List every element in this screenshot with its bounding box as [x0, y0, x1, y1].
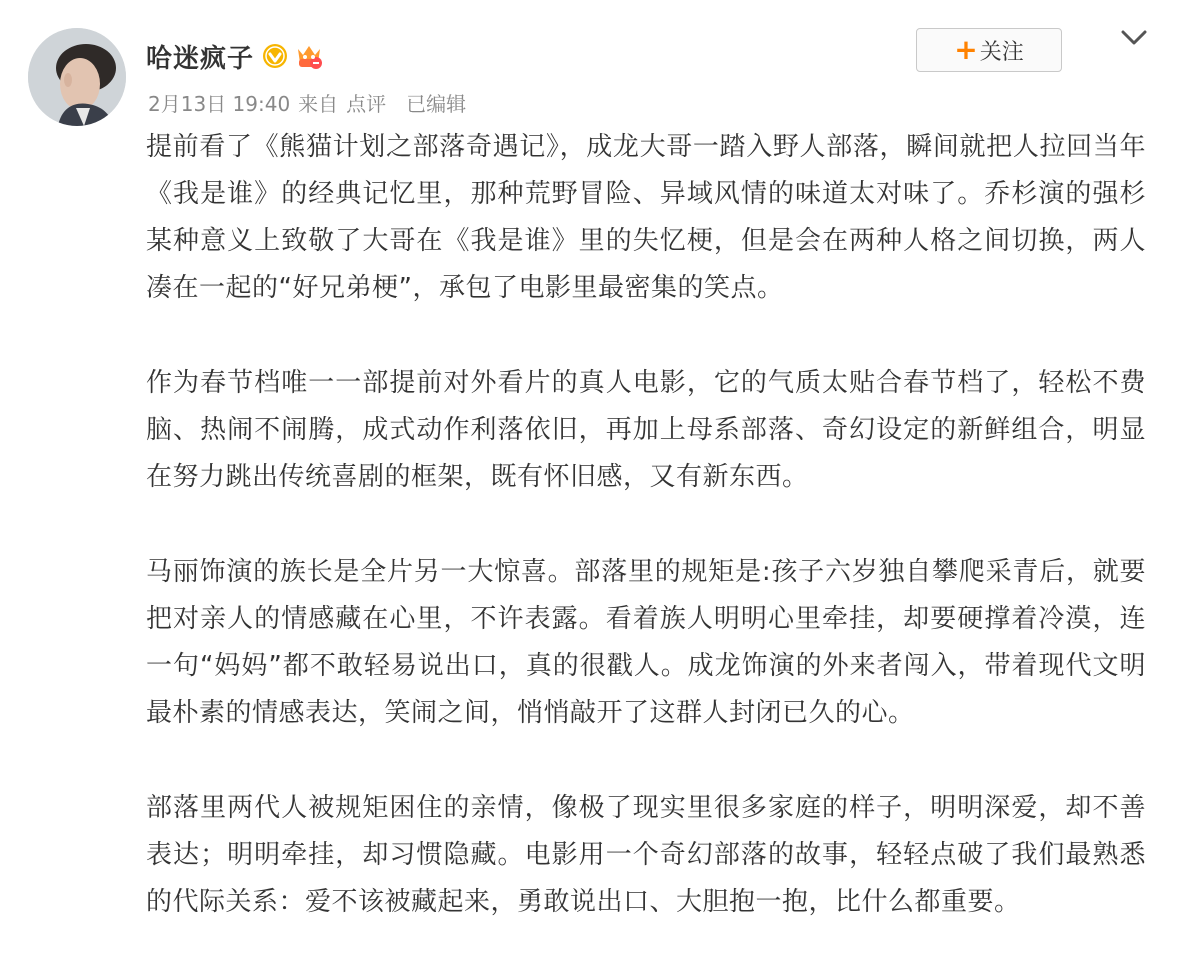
post-paragraph: 部落里两代人被规矩困住的亲情，像极了现实里很多家庭的样子，明明深爱，却不善表达；明明牵挂，却习惯隐藏。电影用一个奇幻部落的故事，轻轻点破了我们最熟悉的代际关系：爱不该被藏起来，勇敢说出口、大胆抱一抱，比什么都重要。 [146, 793, 1146, 917]
post-paragraph: 提前看了《熊猫计划之部落奇遇记》，成龙大哥一踏入野人部落，瞬间就把人拉回当年《我是谁》的经典记忆里，那种荒野冒险、异域风情的味道太对味了。乔杉演的强杉某种意义上致敬了大哥在《我是谁》里的失忆梗，但是会在两种人格之间切换，两人凑在一起的“好兄弟梗”，承包了电影里最密集的笑点。 [146, 132, 1146, 303]
post-date[interactable]: 2月13日 19:40 [148, 92, 291, 116]
avatar[interactable] [28, 28, 126, 126]
post-paragraph: 作为春节档唯一一部提前对外看片的真人电影，它的气质太贴合春节档了，轻松不费脑、热闹不闹腾，成式动作利落依旧，再加上母系部落、奇幻设定的新鲜组合，明显在努力跳出传统喜剧的框架，既有怀旧感，又有新东西。 [146, 368, 1146, 492]
post-paragraph: 马丽饰演的族长是全片另一大惊喜。部落里的规矩是:孩子六岁独自攀爬采青后，就要把对亲人的情感藏在心里，不许表露。看着族人明明心里牵挂，却要硬撑着冷漠，连一句“妈妈”都不敢轻易说出口，真的很戳人。成龙饰演的外来者闯入，带着现代文明最朴素的情感表达，笑闹之间，悄悄敲开了这群人封闭已久的心。 [146, 557, 1146, 728]
post-source[interactable]: 点评 [346, 92, 387, 116]
verified-badge-icon [262, 43, 288, 69]
edited-label[interactable]: 已编辑 [406, 92, 467, 116]
post-header [146, 32, 324, 80]
chevron-down-icon[interactable] [1118, 26, 1150, 50]
follow-button[interactable] [916, 28, 1062, 72]
author-name[interactable]: 哈迷疯子 [146, 43, 255, 74]
follow-label: 关注 [979, 39, 1024, 65]
post-meta [148, 88, 466, 117]
source-prefix: 来自 [298, 92, 339, 116]
plus-icon: + [954, 33, 978, 66]
vip-level-icon[interactable] [294, 41, 324, 71]
post-content [146, 124, 1146, 974]
